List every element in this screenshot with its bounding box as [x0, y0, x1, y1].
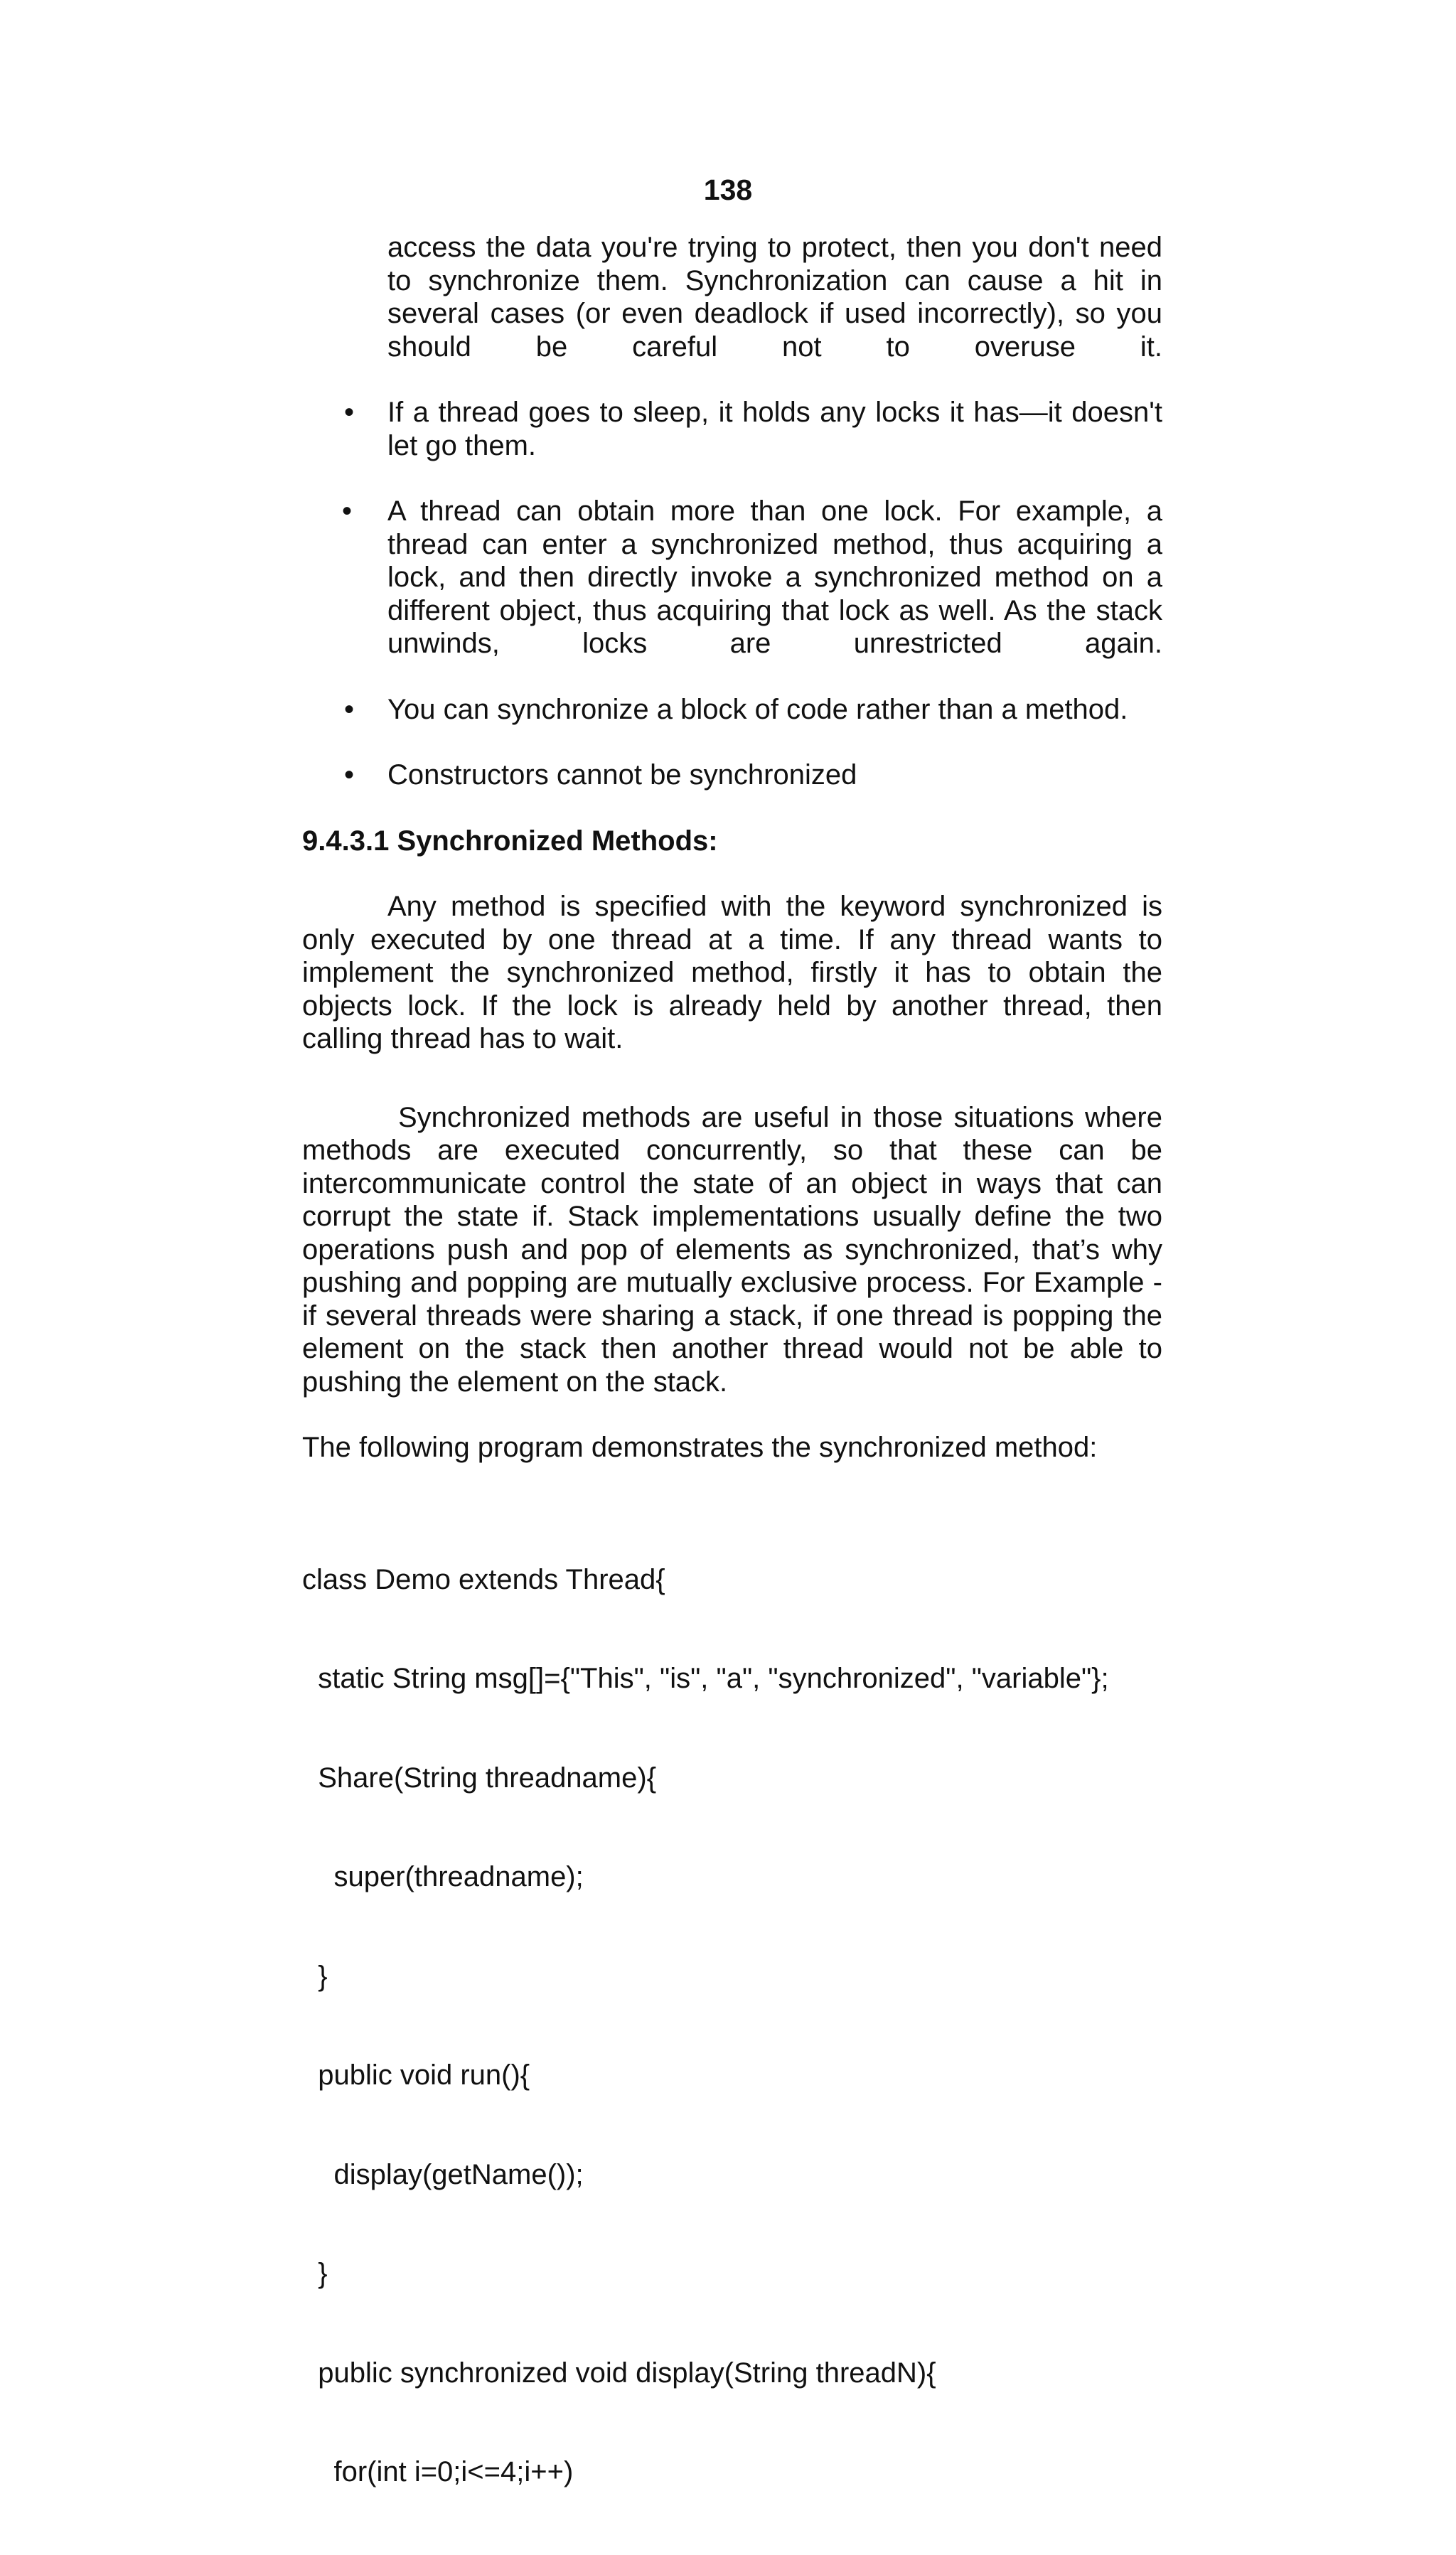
body-paragraph-1: [302, 890, 1162, 1056]
bullet-text: A thread can obtain more than one lock. For example, a thread can enter a synchronized method, thus acquiring a lock, and then directly invoke a synchronized method on a different object, thus acquiring that lock as well. As the stack unwinds, locks are unrestricted again.: [387, 496, 1162, 659]
code-line: static String msg[]={"This", "is", "a", "synchronized", "variable"};: [302, 1663, 1109, 1694]
code-line: Share(String threadname){: [302, 1762, 657, 1794]
bullet-icon: •: [343, 693, 354, 725]
code-line: super(threadname);: [302, 1861, 584, 1892]
bullet-icon: •: [342, 496, 353, 527]
program-intro: The following program demonstrates the synchronized method:: [302, 1432, 1098, 1463]
body-paragraph-2: [302, 1101, 1162, 1399]
code-line: for(int i=0;i<=4;i++): [302, 2456, 574, 2487]
bullet-item: [302, 759, 1162, 792]
body-paragraph-2-text: Synchronized methods are useful in those situations where methods are executed concurrently, so that these can be intercommunicate control the state of an object in ways that can corrupt the state if. Stack implementations usually define the two operations push and pop of elements as synchronized, that’s why pushing and popping are mutually exclusive process. For Example - if several threads were sharing a stack, if one thread is popping the element on the stack then another thread would not be able to pushing the element on the stack.: [302, 1101, 1162, 1398]
code-line: class Demo extends Thread{: [302, 1563, 665, 1595]
continuation-paragraph: access the data you're trying to protect, then you don't need to synchronize them. Synchronization can cause a hit in several cases (or even deadlock if used incorrectly), so you should be careful not to overuse it.: [387, 232, 1162, 363]
bullet-text: If a thread goes to sleep, it holds any locks it has—it doesn't let go them.: [387, 397, 1162, 461]
bullet-text: You can synchronize a block of code rather than a method.: [387, 693, 1128, 725]
code-line: public synchronized void display(String threadN){: [302, 2357, 936, 2389]
bullet-item: [302, 693, 1162, 727]
section-heading: 9.4.3.1 Synchronized Methods:: [302, 825, 718, 857]
code-block: [302, 1497, 1162, 2555]
page-content: [302, 231, 1162, 2555]
code-line: }: [302, 2258, 328, 2289]
code-line: }: [302, 1960, 328, 1992]
bullet-text: Constructors cannot be synchronized: [387, 759, 857, 791]
bullet-icon: •: [343, 397, 354, 428]
code-line: display(getName());: [302, 2158, 584, 2190]
code-line: public void run(){: [302, 2059, 530, 2091]
bullet-item: [302, 396, 1162, 462]
bullet-item: [302, 495, 1162, 660]
bullet-icon: •: [343, 759, 354, 791]
page-number: 138: [703, 173, 753, 206]
bullet-list: [302, 396, 1162, 792]
body-paragraph-1-text: Any method is specified with the keyword synchronized is only executed by one thread at a time. If any thread wants to implement the synchronized method, firstly it has to obtain the objects lock. If the lock is already held by another thread, then calling thread has to wait.: [302, 891, 1162, 1054]
